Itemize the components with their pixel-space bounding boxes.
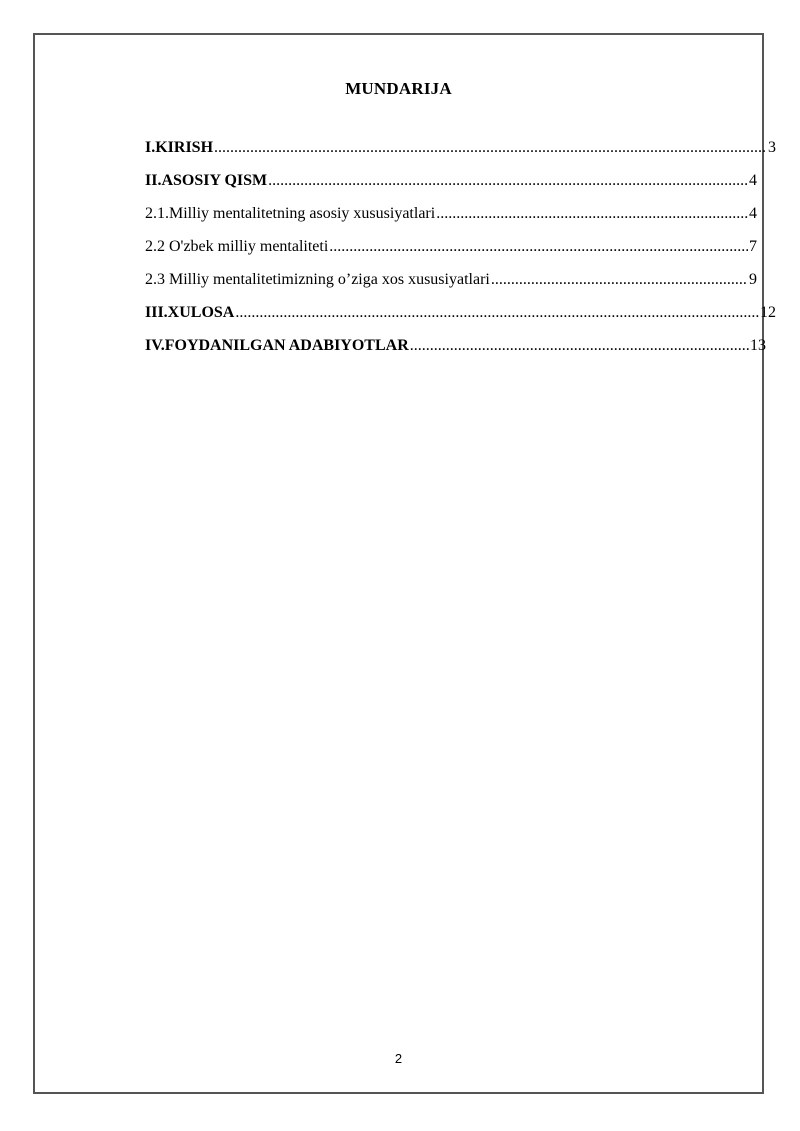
toc-entry-2-3[interactable] [145,271,757,289]
toc-leader-dots [410,337,749,355]
toc-entry-label: II.ASOSIY QISM [145,172,268,189]
toc-entry-xulosa[interactable] [145,304,776,322]
page-number: 2 [394,1051,403,1066]
toc-leader-dots [214,139,767,157]
toc-entry-label: I.KIRISH [145,139,214,156]
toc-entry-page: 13 [750,337,766,354]
toc-leader-dots [436,205,748,223]
toc-entry-page: 3 [768,139,776,156]
toc-entry-asosiy-qism[interactable] [145,172,757,190]
toc-entry-adabiyotlar[interactable] [145,337,766,355]
toc-entry-label: IV.FOYDANILGAN ADABIYOTLAR [145,337,409,354]
document-title: MUNDARIJA [345,79,452,98]
toc-leader-dots [268,172,748,190]
toc-leader-dots [491,271,748,289]
toc-entry-page: 12 [760,304,776,321]
toc-entry-2-2[interactable] [145,238,757,256]
toc-entry-label: 2.2 O'zbek milliy mentaliteti [145,238,329,255]
toc-entry-page: 7 [749,238,757,255]
toc-entry-page: 4 [749,205,757,222]
document-page [33,33,776,1094]
toc-entry-kirish[interactable] [145,139,776,157]
toc-entry-page: 4 [749,172,757,189]
toc-entry-label: 2.1.Milliy mentalitetning asosiy xususiyatlari [145,205,436,222]
toc-entry-2-1[interactable] [145,205,757,223]
toc-entry-page: 9 [749,271,757,288]
toc-entry-label: 2.3 Milliy mentalitetimizning o’ziga xos xususiyatlari [145,271,490,288]
toc-entry-label: III.XULOSA [145,304,235,321]
toc-leader-dots [235,304,759,322]
toc-leader-dots [329,238,748,256]
